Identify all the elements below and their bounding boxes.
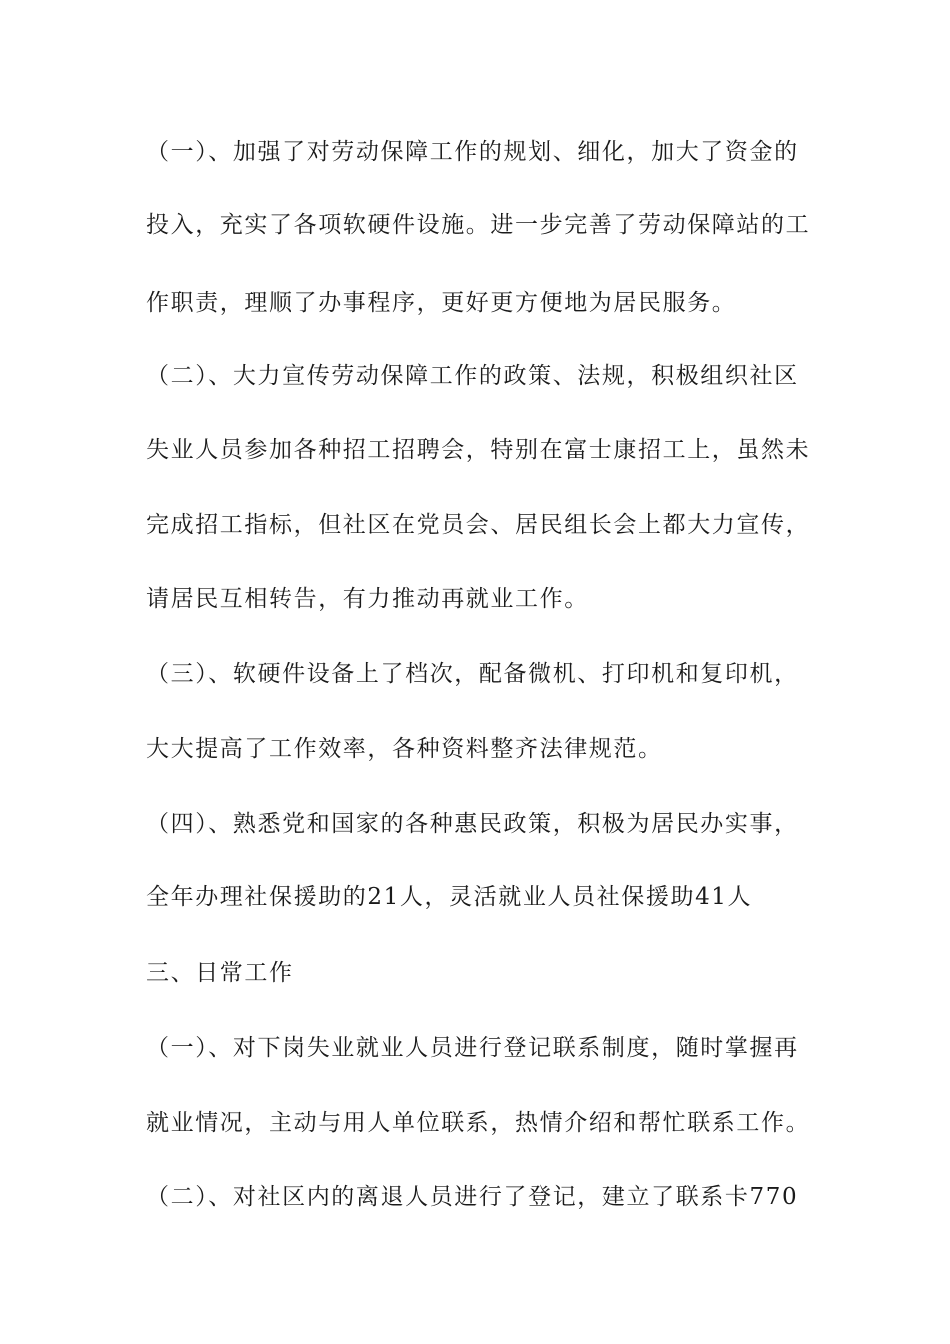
paragraph-line: （四）、熟悉党和国家的各种惠民政策，积极为居民办实事，	[146, 811, 799, 837]
section-heading: 三、日常工作	[146, 960, 294, 986]
paragraph-line: （二）、对社区内的离退人员进行了登记，建立了联系卡770	[146, 1184, 799, 1210]
paragraph-line: （一）、加强了对劳动保障工作的规划、细化，加大了资金的	[146, 139, 799, 165]
paragraph-line: 请居民互相转告，有力推动再就业工作。	[146, 586, 589, 612]
paragraph-line: （二）、大力宣传劳动保障工作的政策、法规，积极组织社区	[146, 363, 799, 389]
paragraph-line: （三）、软硬件设备上了档次，配备微机、打印机和复印机，	[146, 661, 799, 687]
paragraph-line: 失业人员参加各种招工招聘会，特别在富士康招工上，虽然未	[146, 437, 811, 463]
paragraph-line: 投入，充实了各项软硬件设施。进一步完善了劳动保障站的工	[146, 212, 811, 238]
paragraph-line: （一）、对下岗失业就业人员进行登记联系制度，随时掌握再	[146, 1035, 799, 1061]
paragraph-line: 就业情况，主动与用人单位联系，热情介绍和帮忙联系工作。	[146, 1110, 811, 1136]
paragraph-line: 全年办理社保援助的21人，灵活就业人员社保援助41人	[146, 884, 753, 910]
paragraph-line: 大大提高了工作效率，各种资料整齐法律规范。	[146, 736, 663, 762]
paragraph-line: 作职责，理顺了办事程序，更好更方便地为居民服务。	[146, 290, 737, 316]
paragraph-line: 完成招工指标，但社区在党员会、居民组长会上都大力宣传，	[146, 512, 811, 538]
